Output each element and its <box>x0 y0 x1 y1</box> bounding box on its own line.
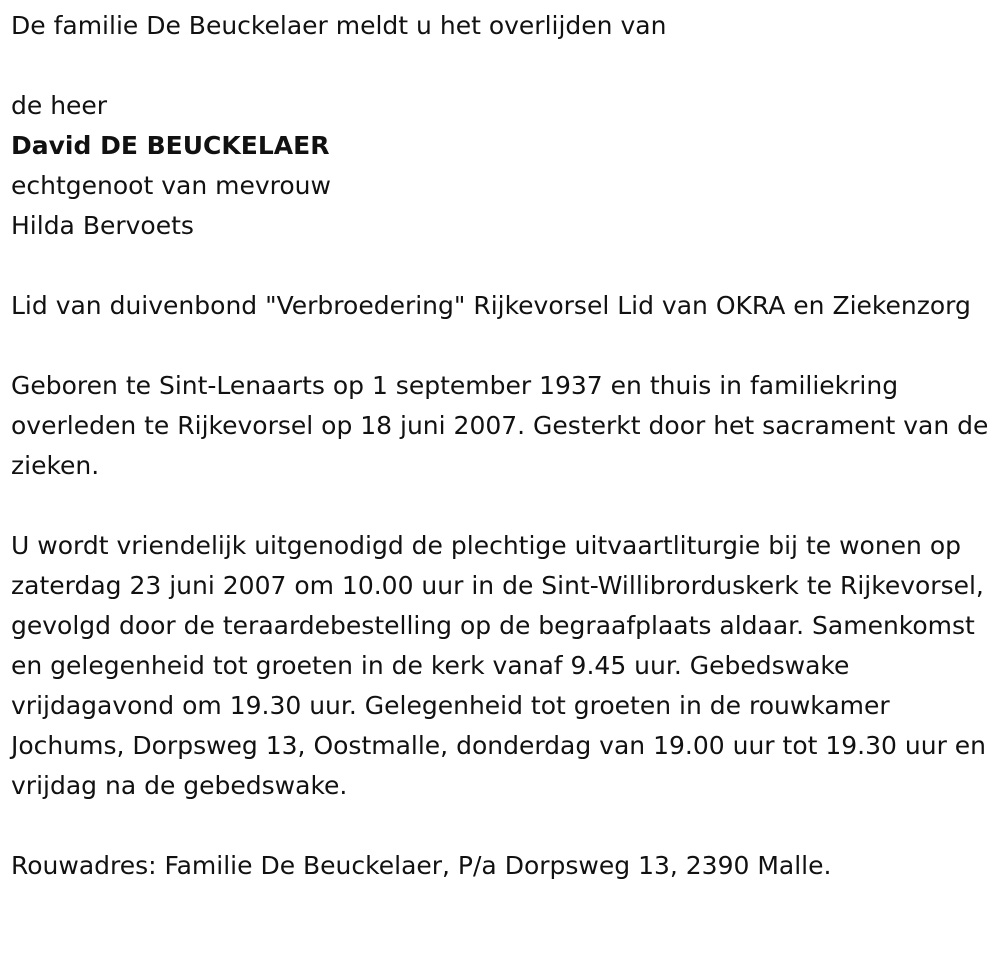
funeral-paragraph: U wordt vriendelijk uitgenodigd de plechtige uitvaartliturgie bij te wonen op zaterdag 23 juni 2007 om 10.00 uur in de Sint-Willibrorduskerk te Rijkevorsel, gevolgd door de teraardebestelling op de begraafplaats aldaar. Samenkomst en gelegenheid tot groeten in de kerk vanaf 9.45 uur. Gebedswake vrijdagavond om 19.30 uur. Gelegenheid tot groeten in de rouwkamer Jochums, Dorpsweg 13, Oostmalle, donderdag van 19.00 uur tot 19.30 uur en vrijdag na de gebedswake. <box>11 531 987 800</box>
membership-paragraph: Lid van duivenbond "Verbroedering" Rijkevorsel Lid van OKRA en Ziekenzorg <box>11 291 971 320</box>
spacer <box>11 46 1000 86</box>
spacer <box>11 486 1000 526</box>
title-text: de heer <box>11 91 108 120</box>
address-text: Rouwadres: Familie De Beuckelaer, P/a Dorpsweg 13, 2390 Malle. <box>11 851 832 880</box>
relation-text: echtgenoot van mevrouw <box>11 171 331 200</box>
deceased-name: David DE BEUCKELAER <box>11 131 330 160</box>
spouse-name: Hilda Bervoets <box>11 211 194 240</box>
intro-text: De familie De Beuckelaer meldt u het overlijden van <box>11 11 667 40</box>
spacer <box>11 246 1000 286</box>
birth-death-paragraph: Geboren te Sint-Lenaarts op 1 september 1937 en thuis in familiekring overleden te Rijkevorsel op 18 juni 2007. Gesterkt door het sacrament van de zieken. <box>11 371 989 480</box>
spacer <box>11 806 1000 846</box>
spacer <box>11 326 1000 366</box>
